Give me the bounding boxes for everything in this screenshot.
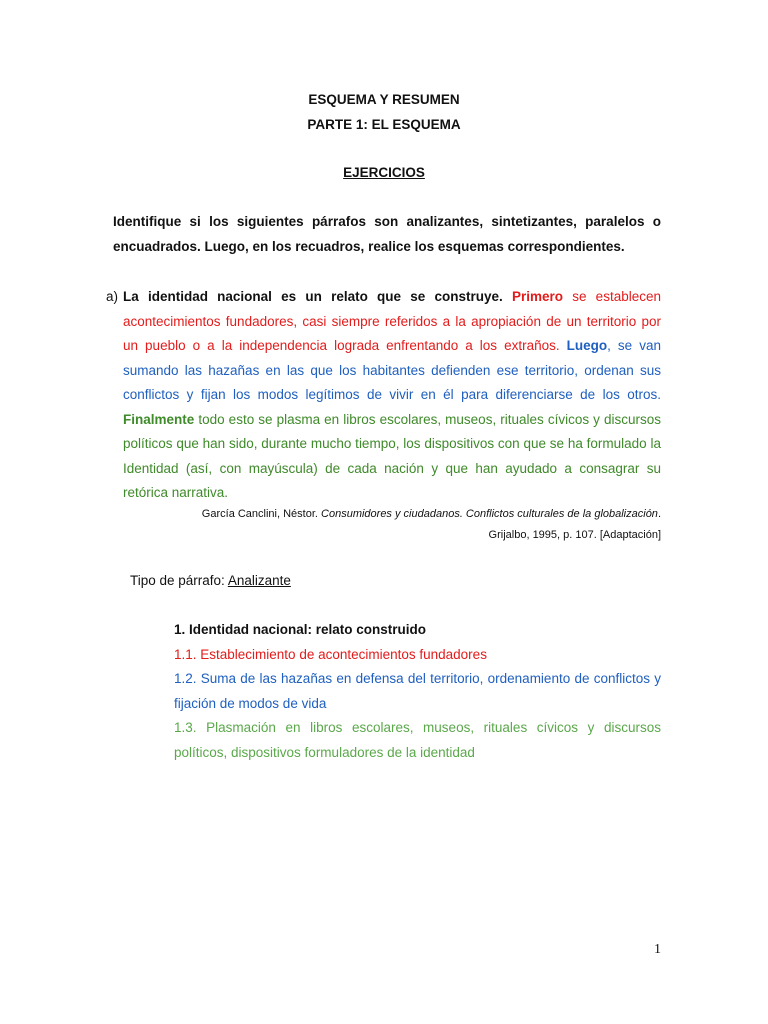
document-title: ESQUEMA Y RESUMEN <box>308 92 460 107</box>
connector-finalmente: Finalmente <box>123 411 195 427</box>
paragraph-intro: La identidad nacional es un relato que se construye. <box>123 289 503 304</box>
paragraph-part3: todo esto se plasma en libros escolares, museos, rituales cívicos y discursos políticos que han sido, durante mucho tiempo, los dispositivos con que se ha formulado la Identidad (así, con mayúscula) de cada nación y que han ayudado a consagrar su retórica narrativa. <box>123 411 661 500</box>
exercise-paragraph <box>123 285 661 506</box>
citation-line1 <box>202 504 661 524</box>
paragraph-type-label: Tipo de párrafo: <box>130 573 228 588</box>
page-number: 1 <box>654 942 661 957</box>
outline-item-1-3: 1.3. Plasmación en libros escolares, museos, rituales cívicos y discursos políticos, dispositivos formuladores de la identidad <box>174 720 661 760</box>
item-label: a) <box>106 289 119 304</box>
instruction-text: Identifique si los siguientes párrafos son analizantes, sintetizantes, paralelos o encuadrados. Luego, en los recuadros, realice los esquemas correspondientes. <box>113 214 661 254</box>
outline-item-1-2: 1.2. Suma de las hazañas en defensa del territorio, ordenamiento de conflictos y fijación de modos de vida <box>174 671 661 711</box>
paragraph-type-value: Analizante <box>227 573 291 588</box>
paragraph-part1: se establecen acontecimientos fundadores, casi siempre referidos a la apropiación de un territorio por un pueblo o a la independencia lograda enfrentando a los extraños. <box>123 289 661 353</box>
connector-luego: Luego <box>566 338 608 353</box>
citation-period: . <box>657 508 661 520</box>
document-subtitle: PARTE 1: EL ESQUEMA <box>307 117 461 132</box>
citation-work: Consumidores y ciudadanos. Conflictos culturales de la globalización <box>321 508 658 520</box>
section-heading: EJERCICIOS <box>343 165 425 180</box>
citation-author: García Canclini, Néstor. <box>201 508 322 520</box>
paragraph-part2: , se van sumando las hazañas en las que los habitantes defienden ese territorio, ordenan sus conflictos y fijan los modos legítimos de vivir en él para diferenciarse de los otros. <box>123 338 661 402</box>
outline-item-1-1: 1.1. Establecimiento de acontecimientos fundadores <box>174 647 487 662</box>
paragraph-type <box>130 571 291 591</box>
outline-item-1: 1. Identidad nacional: relato construido <box>174 622 427 637</box>
citation-line2: Grijalbo, 1995, p. 107. [Adaptación] <box>488 529 661 541</box>
connector-primero: Primero <box>511 289 563 304</box>
